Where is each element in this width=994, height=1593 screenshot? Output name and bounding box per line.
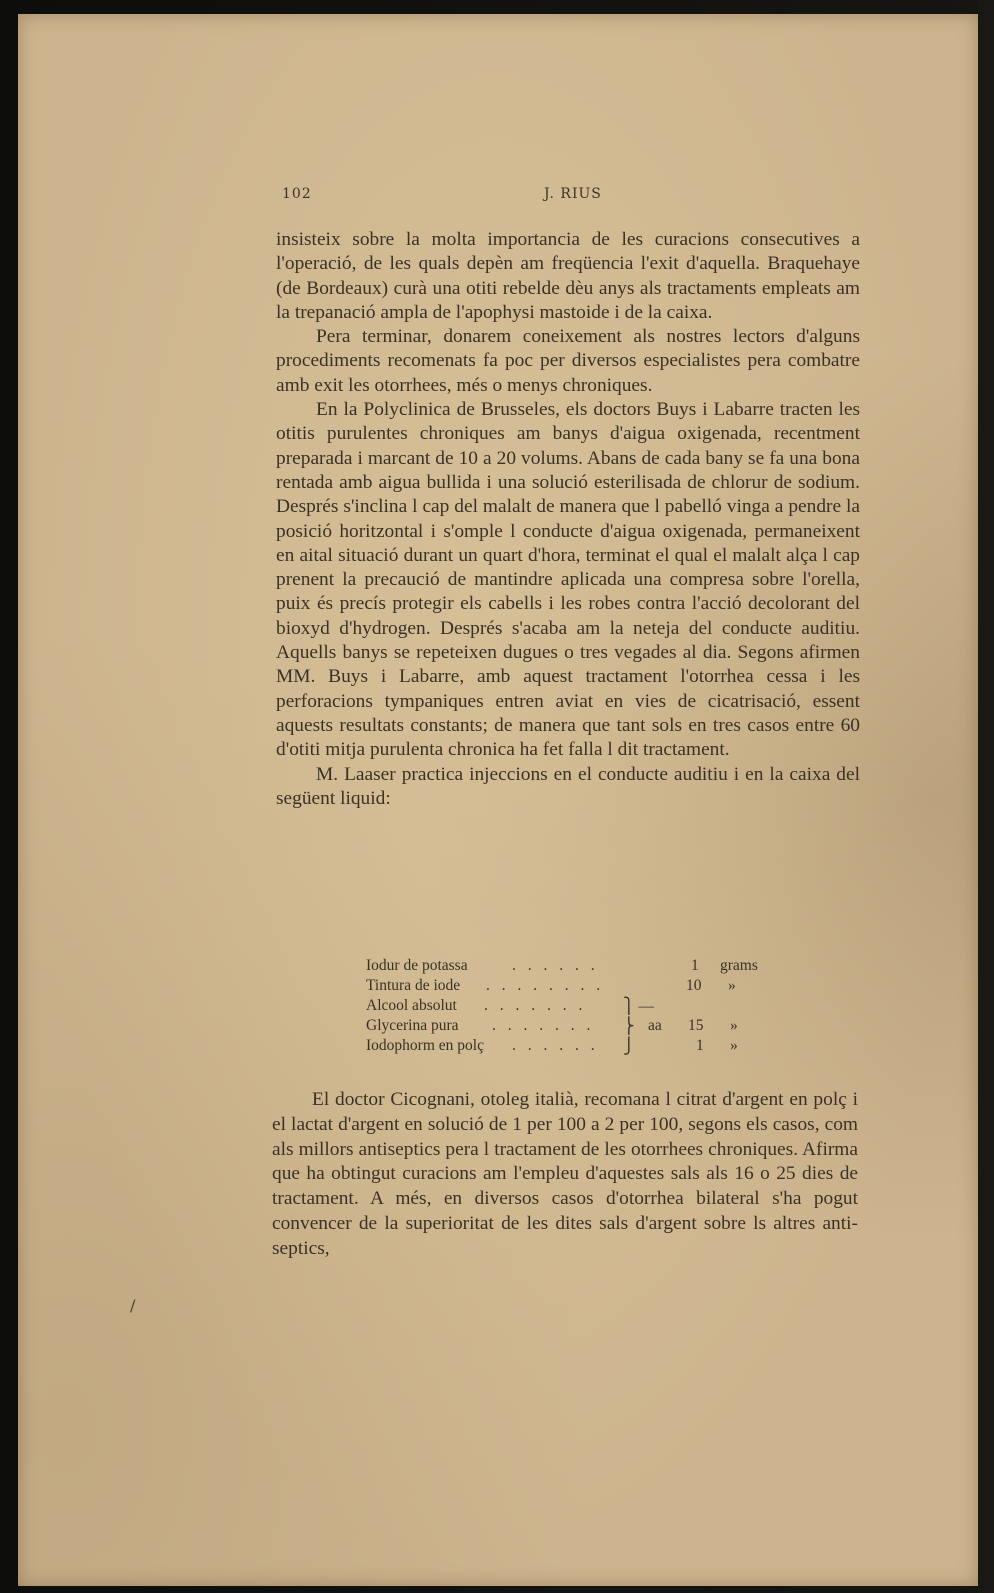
brace-icon: ⎫ — [623, 998, 654, 1015]
formula-table [366, 957, 786, 1057]
paragraph: En la Polyclinica de Brusseles, els doctors Buys i Labarre tracten les otitis purulentes chroniques am banys d'aigua oxigenada, recentment preparada i marcant de 10 a 20 volums. Abans de cada bany se fa una bona rentada amb aigua bullida i una solució esterilisada de chlorur de sodium. Després s'inclina l cap del malalt de manera que l pabelló vinga a pendre la posició horitzontal i s'omple l conducte d'aigua oxigenada, permaneixent en aital situació durant un quart d'hora, terminat el qual el malalt alça l cap prenent la precaució de mantindre aplicada una compresa sobre l'orella, puix és precís protegir els cabells i les robes contra l'acció decolorant del bioxyd d'hydrogen. Després s'acaba am la neteja del conducte auditiu. Aquells banys se repeteixen dugues o tres vegades al dia. Segons afirmen MM. Buys i Labarre, amb aquest tractament l'otorrhea cessa i les perforacions tympaniques entren aviat en vies de cicatrisació, essent aquests resultats constants; de manera que tant sols en tres casos entre 60 d'otiti mitja purulenta chronica ha fet falla l dit tractament. [276, 399, 860, 761]
ingredient-name: Iodur de potassa [366, 957, 468, 974]
ingredient-quantity: 15 [688, 1017, 704, 1034]
brace-icon: ⎬ [623, 1018, 635, 1035]
formula-row [366, 957, 786, 977]
ingredient-name: Iodophorm en polç [366, 1037, 484, 1054]
ingredient-name: Alcool absolut [366, 997, 457, 1014]
scan-edge [978, 0, 994, 1593]
running-header [282, 186, 862, 206]
ingredient-aa: aa [648, 1017, 662, 1034]
leader-dots: . . . . . . . [484, 997, 587, 1014]
paragraph: insisteix sobre la molta importancia de les curacions consecutives a l'operació, de les quals depèn am freqüencia l'exit d'aquella. Braquehaye (de Bordeaux) curà una otiti rebelde dèu anys als tractaments empleats am la trepanació ampla de l'apophysi mastoide i de la caixa. [276, 229, 860, 323]
paragraph: M. Laaser practica injeccions en el conducte auditiu i en la caixa del següent liquid: [276, 763, 860, 809]
paragraph: El doctor Cicognani, otoleg italià, recomana l citrat d'argent en polç i el lactat d'argent en solució de 1 per 100 a 2 per 100, segons els casos, com als millors antiseptics pera l tractament de les otorrhees chroniques. Afirma que ha obtingut curacions am l'empleu d'aquestes sals als 16 o 25 dies de tractament. A més, en diversos casos d'otorrhea bilateral s'ha pogut convencer de la superioritat de les dites sals d'argent sobre ls altres anti-septics, [272, 1089, 858, 1259]
running-head-author: J. RIUS [544, 186, 602, 202]
closing-text [272, 1088, 858, 1262]
brace-icon: ⎭ [623, 1038, 635, 1055]
ingredient-quantity: 10 [686, 977, 702, 994]
leader-dots: . . . . . . . [492, 1017, 595, 1034]
leader-dots: . . . . . . [512, 957, 599, 974]
ingredient-name: Glycerina pura [366, 1017, 459, 1034]
formula-row [366, 1017, 786, 1037]
ingredient-unit: » [730, 1017, 738, 1034]
ingredient-unit: » [730, 1037, 738, 1054]
formula-row [366, 1037, 786, 1057]
formula-row [366, 997, 786, 1017]
ingredient-name: Tintura de iode [366, 977, 461, 994]
ingredient-unit: grams [720, 957, 758, 974]
leader-dots: . . . . . . [512, 1037, 599, 1054]
leader-dots: . . . . . . . . [486, 977, 605, 994]
ingredient-quantity: 1 [691, 957, 699, 974]
ingredient-quantity: 1 [696, 1037, 704, 1054]
main-text [276, 228, 860, 811]
stray-pencil-mark: / [130, 1296, 136, 1315]
formula-row [366, 977, 786, 997]
page-number: 102 [282, 186, 312, 202]
ingredient-unit: » [728, 977, 736, 994]
paragraph: Pera terminar, donarem coneixement als nostres lectors d'alguns procediments recomenats fa poc per diversos especialistes pera combatre amb exit les otorrhees, més o menys chroniques. [276, 326, 860, 396]
